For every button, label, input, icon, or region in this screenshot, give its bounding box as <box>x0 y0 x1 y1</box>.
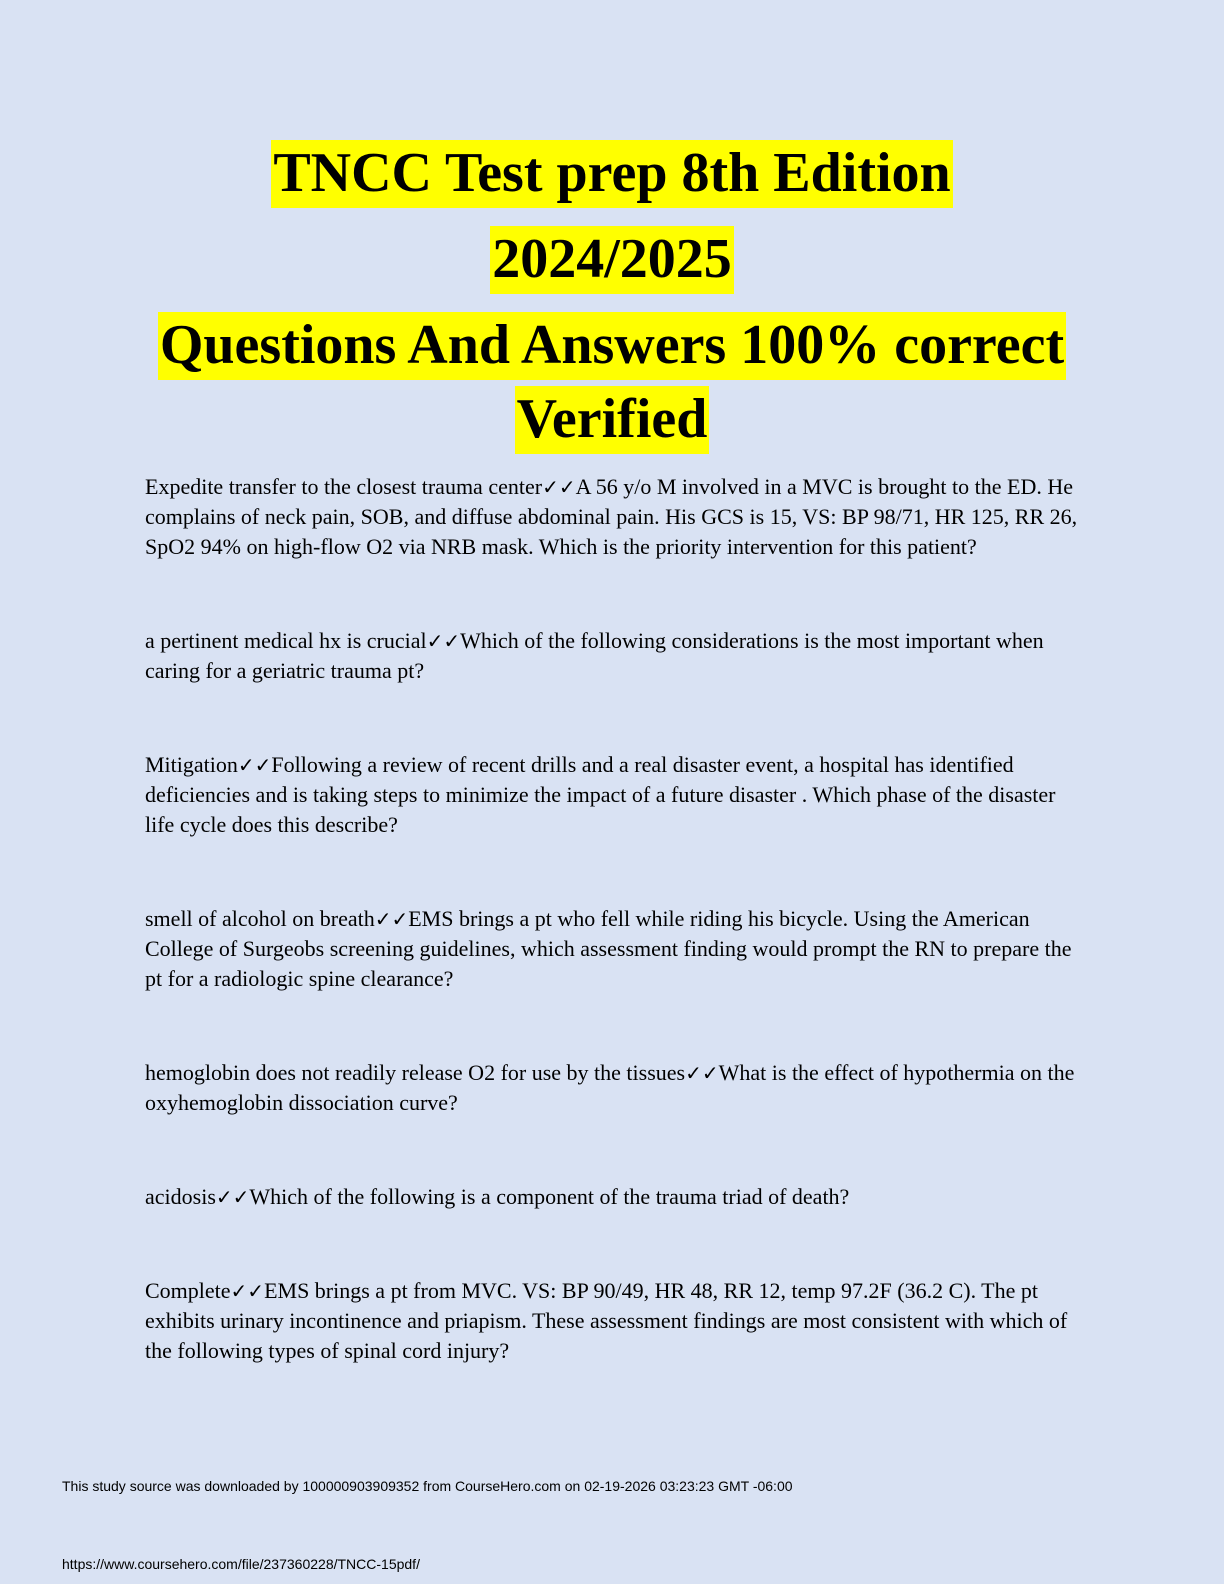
qa-item-6 <box>145 1182 1090 1212</box>
document-title <box>0 140 1224 454</box>
title-line-2: 2024/2025 <box>490 226 734 294</box>
qa-item-2 <box>145 626 1090 686</box>
qa-item-7 <box>145 1276 1090 1366</box>
qa-item-3 <box>145 750 1090 840</box>
question-text: Which of the following considerations is the most important when caring for a geriatric trauma pt? <box>145 628 1044 683</box>
question-text: EMS brings a pt from MVC. VS: BP 90/49, HR 48, RR 12, temp 97.2F (36.2 C). The pt exhibits urinary incontinence and priapism. These assessment findings are most consistent with which of the following types of spinal cord injury? <box>145 1278 1068 1363</box>
title-line-1: TNCC Test prep 8th Edition <box>271 140 952 208</box>
answer-text: smell of alcohol on breath <box>145 906 375 931</box>
double-check-icon: ✓✓ <box>685 1061 719 1085</box>
double-check-icon: ✓✓ <box>230 1279 265 1303</box>
title-line-4: Verified <box>515 386 710 454</box>
question-text: Which of the following is a component of the trauma triad of death? <box>249 1184 850 1209</box>
double-check-icon: ✓✓ <box>542 475 576 499</box>
title-line-3: Questions And Answers 100% correct <box>158 312 1066 380</box>
source-url-link[interactable]: https://www.coursehero.com/file/237360228/TNCC-15pdf/ <box>62 1556 420 1572</box>
answer-text: a pertinent medical hx is crucial <box>145 628 427 653</box>
qa-item-5 <box>145 1058 1090 1118</box>
qa-list <box>145 472 1090 1366</box>
double-check-icon: ✓✓ <box>374 907 409 931</box>
answer-text: hemoglobin does not readily release O2 for use by the tissues <box>145 1060 686 1085</box>
answer-text: Expedite transfer to the closest trauma center <box>145 474 543 499</box>
question-text: What is the effect of hypothermia on the oxyhemoglobin dissociation curve? <box>145 1060 1075 1115</box>
answer-text: acidosis <box>145 1184 216 1209</box>
answer-text: Complete <box>145 1278 231 1303</box>
qa-item-4 <box>145 904 1090 994</box>
answer-text: Mitigation <box>145 752 238 777</box>
question-text: EMS brings a pt who fell while riding his bicycle. Using the American College of Surgeobs screening guidelines, which assessment finding would prompt the RN to prepare the pt for a radiologic spine clearance? <box>145 906 1072 991</box>
double-check-icon: ✓✓ <box>237 753 272 777</box>
double-check-icon: ✓✓ <box>215 1185 250 1209</box>
qa-item-1 <box>145 472 1090 562</box>
question-text: Following a review of recent drills and a real disaster event, a hospital has identified deficiencies and is taking steps to minimize the impact of a future disaster . Which phase of the disaster life cycle does this describe? <box>145 752 1056 837</box>
question-text: A 56 y/o M involved in a MVC is brought to the ED. He complains of neck pain, SOB, and diffuse abdominal pain. His GCS is 15, VS: BP 98/71, HR 125, RR 26, SpO2 94% on high-flow O2 via NRB mask. Which is the priority intervention for this patient? <box>145 474 1078 559</box>
download-source-notice: This study source was downloaded by 100000903909352 from CourseHero.com on 02-19-2026 03:23:23 GMT -06:00 <box>62 1478 793 1494</box>
double-check-icon: ✓✓ <box>426 629 461 653</box>
